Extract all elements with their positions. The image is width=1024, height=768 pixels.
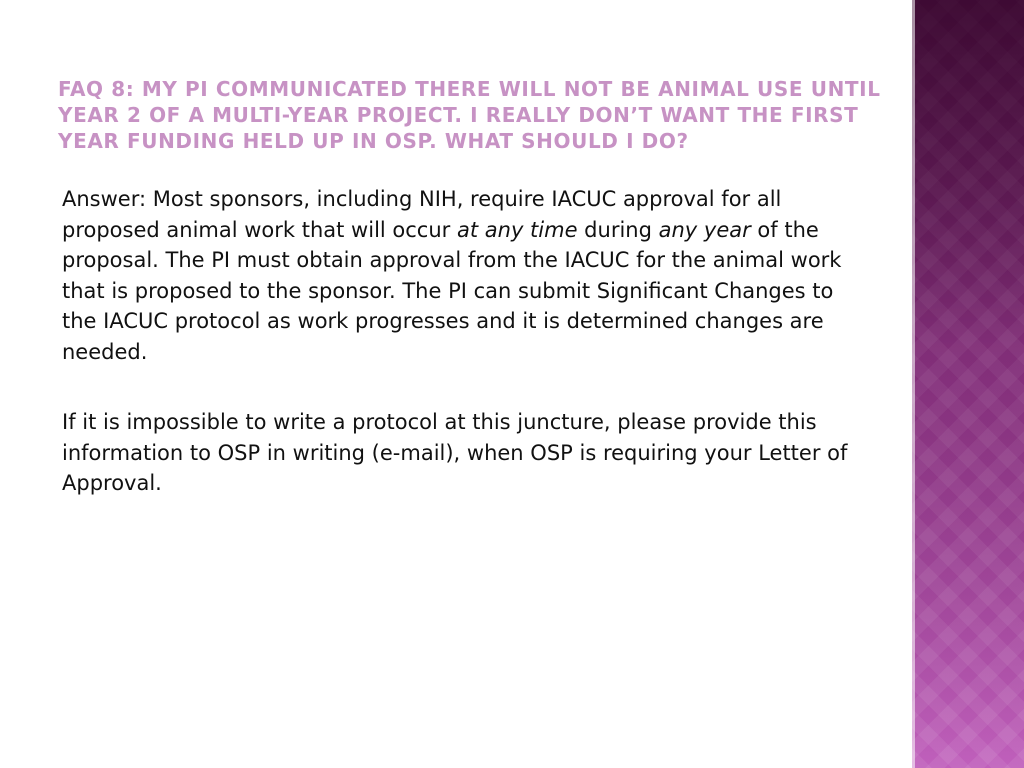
answer-text-part1: Answer: Most sponsors, including NIH, require IACUC approval for all proposed animal work that will occur (62, 187, 782, 242)
decorative-side-panel (912, 0, 1024, 768)
answer-paragraph (62, 184, 862, 367)
slide-title: FAQ 8: MY PI COMMUNICATED THERE WILL NOT BE ANIMAL USE UNTIL YEAR 2 OF A MULTI-YEAR PROJECT. I REALLY DON’T WANT THE FIRST YEAR FUNDING HELD UP IN OSP. WHAT SHOULD I DO? (58, 77, 881, 153)
guidance-paragraph: If it is impossible to write a protocol at this juncture, please provide this information to OSP in writing (e-mail), when OSP is requiring your Letter of Approval. (62, 410, 848, 495)
answer-emphasis-at-any-time: at any time (456, 217, 578, 242)
answer-text-part3: of the proposal. The PI must obtain approval from the IACUC for the animal work that is proposed to the sponsor. The PI can submit Significant Changes to the IACUC protocol as work progresses and it is determined changes are needed. (62, 217, 842, 364)
answer-text-part2: during (577, 217, 659, 242)
answer-emphasis-any-year: any year (658, 217, 751, 242)
slide-body (62, 184, 862, 499)
